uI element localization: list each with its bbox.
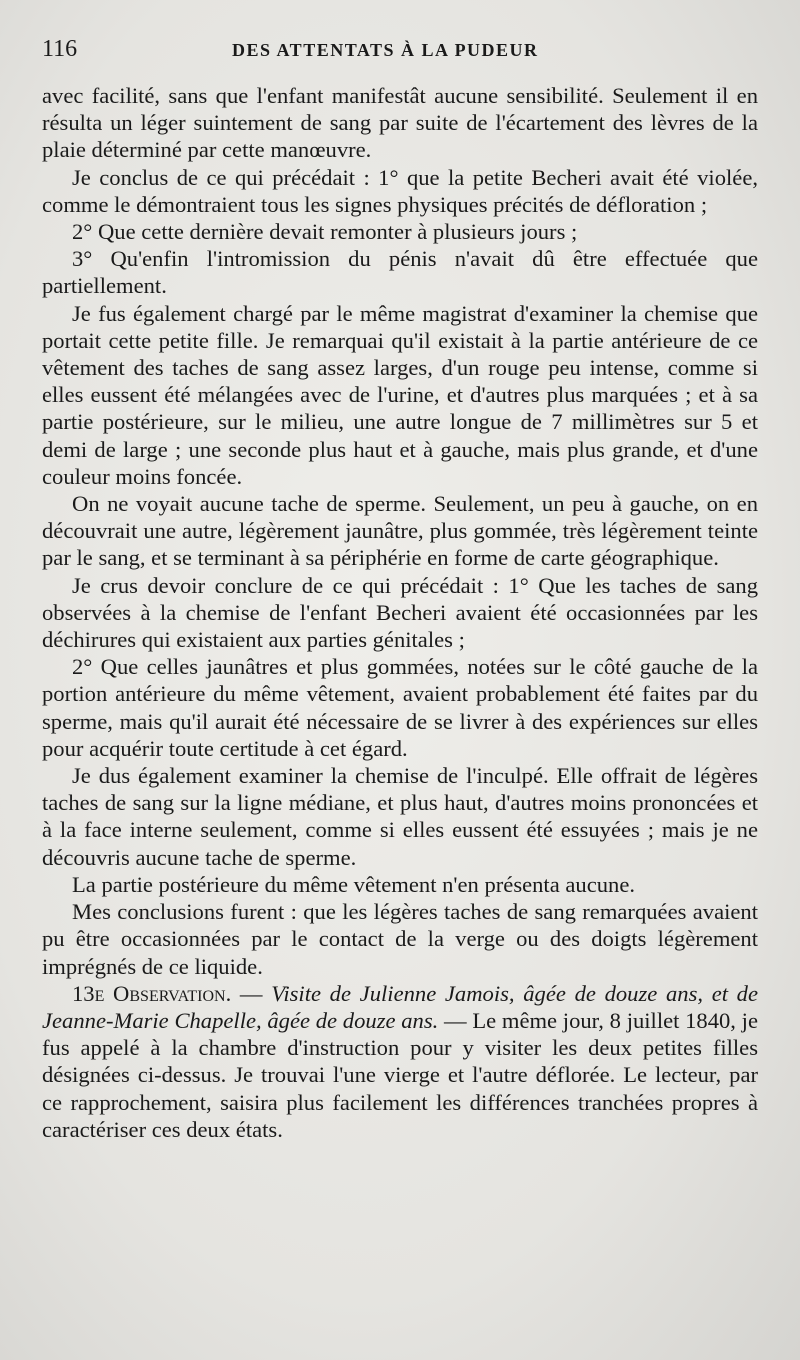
observation-text: — Le même jour, 8 juillet 1840, je fus appelé à la chambre d'instruction pour y visiter les deux petites filles désignées ci-dessus. Je trouvai l'une vierge et l'autre déflorée. Le lecteur, par ce rapprochement, saisira plus facilement les différences tranchées propres à caractériser ces deux états. [42,1007,758,1142]
paragraph: Mes conclusions furent : que les légères taches de sang remarquées avaient pu être occasionnées par le contact de la verge ou des doigts légèrement imprégnés de ce liquide. [42,899,758,979]
observation-subtitle: Visite de Julienne Jamois, âgée de douze ans, et de Jeanne-Marie Chapelle, âgée de douze ans. [42,980,759,1033]
paragraph: La partie postérieure du même vêtement n'en présenta aucune. [72,871,636,897]
running-header [42,36,758,64]
paragraph: Je crus devoir conclure de ce qui précédait : 1° Que les taches de sang observées à la chemise de l'enfant Becheri avaient été occasionnées par les déchirures qui existaient aux parties génitales ; [42,572,758,653]
paragraph: 2° Que celles jaunâtres et plus gommées, notées sur le côté gauche de la portion antérieure du même vêtement, avaient probablement été faites par du sperme, mais qu'il aurait été nécessaire de se livrer à des expériences sur elles pour acquérir toute certitude à cet égard. [42,654,758,761]
paragraph: On ne voyait aucune tache de sperme. Seulement, un peu à gauche, on en découvrait une autre, légèrement jaunâtre, plus gommée, très légèrement teinte par le sang, et se terminant à sa périphérie en forme de carte géographique. [42,491,758,571]
running-title: DES ATTENTATS À LA PUDEUR [232,40,539,60]
paragraph: avec facilité, sans que l'enfant manifestât aucune sensibilité. Seulement il en résulta un léger suintement de sang par suite de l'écartement des lèvres de la plaie déterminé par cette manœuvre. [42,83,758,163]
body-text [42,82,758,1143]
observation-dash: — [231,980,272,1006]
observation-title: 13e Observation. [72,980,232,1006]
paragraph: Je conclus de ce qui précédait : 1° que la petite Becheri avait été violée, comme le démontraient tous les signes physiques précités de défloration ; [42,164,758,217]
paragraph: 3° Qu'enfin l'intromission du pénis n'avait dû être effectuée que partiellement. [42,246,758,299]
paragraph: Je fus également chargé par le même magistrat d'examiner la chemise que portait cette petite fille. Je remarquai qu'il existait à la partie antérieure de ce vêtement des taches de sang assez larges, d'un rouge peu intense, comme si elles eussent été mélangées avec de l'urine, et d'autres plus marquées ; et à sa partie postérieure, sur le milieu, une autre longue de 7 millimètres sur 5 et demi de large ; une seconde plus haut et à gauche, mais plus grande, et d'une couleur moins foncée. [42,300,758,489]
page-number: 116 [42,36,78,62]
observation-paragraph [42,980,758,1143]
paragraph: Je dus également examiner la chemise de l'inculpé. Elle offrait de légères taches de sang sur la ligne médiane, et plus haut, d'autres moins prononcées et à la face interne seulement, comme si elles eussent été essuyées ; mais je ne découvris aucune tache de sperme. [42,763,758,870]
paragraph: 2° Que cette dernière devait remonter à plusieurs jours ; [72,219,578,245]
